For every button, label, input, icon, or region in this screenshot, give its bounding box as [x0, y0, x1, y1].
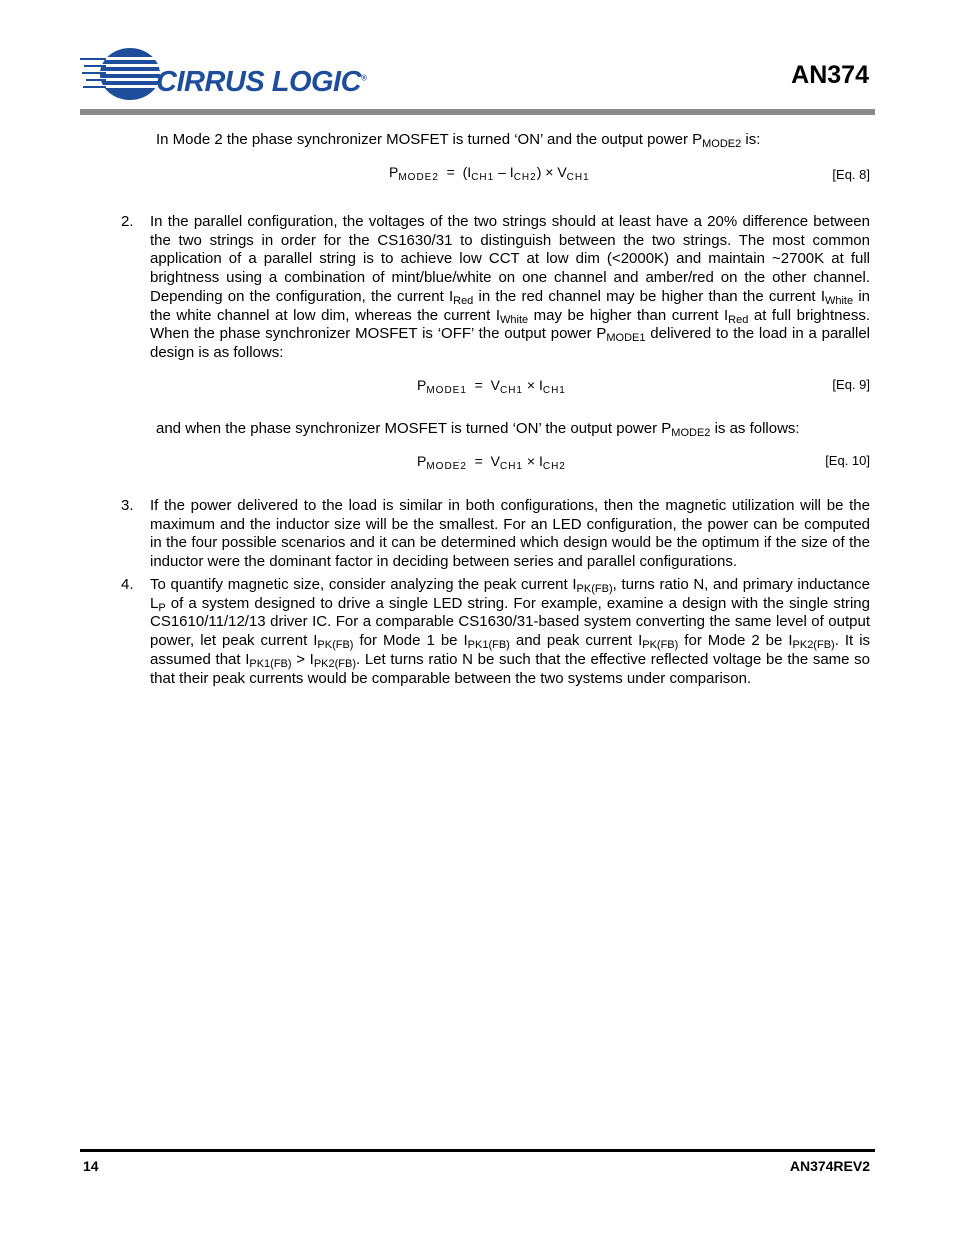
page-number: 14	[83, 1158, 99, 1174]
logo-swoosh-icon	[80, 46, 160, 102]
list-number-4: 4.	[121, 576, 134, 593]
page-header	[80, 40, 875, 115]
equation-10-label: [Eq. 10]	[825, 453, 870, 468]
revision-label: AN374REV2	[789, 1158, 870, 1174]
document-id: AN374	[791, 61, 869, 89]
cirrus-logic-logo	[80, 46, 367, 102]
equation-9-label: [Eq. 9]	[832, 377, 870, 392]
header-rule	[80, 109, 875, 115]
equation-8-label: [Eq. 8]	[832, 167, 870, 182]
equation-8: $P_{MODE2} = (I_{CH1} - I_{CH2}) \times V_{CH1}$	[389, 164, 590, 183]
list-item-3: If the power delivered to the load is similar in both configurations, then the magnetic utilization will be the maximum and the inductor size will be the smallest. For an LED configuration, the power can be computed in the four possible scenarios and it can be determined which design would be the optimum if the size of the inductor were the dominant factor in deciding between series and parallel configurations.	[150, 497, 870, 571]
mode2-intro-paragraph: In Mode 2 the phase synchronizer MOSFET is turned ‘ON’ and the output power $P_{MODE2}$ is:	[156, 131, 761, 150]
list-number-3: 3.	[121, 497, 134, 514]
list-item-4: To quantify magnetic size, consider analyzing the peak current $I_{PK(FB)}$, turns ratio N, and primary inductance $L_P$ of a system designed to drive a single LED string. For example, examine a design with the single string CS1610/11/12/13 driver IC. For a comparable CS1630/31-based system converting the same level of output power, let peak current $I_{PK(FB)}$ for Mode 1 be $I_{PK1(FB)}$ and peak current $I_{PK(FB)}$ for Mode 2 be $I_{PK2(FB)}$. It is assumed that $I_{PK1(FB)} > I_{PK2(FB)}$. Let turns ratio N be such that the effective reflected voltage be the same so that their peak currents would be comparable between the two systems under comparison.	[150, 576, 871, 687]
list-item-2: In the parallel configuration, the voltages of the two strings should at least have a 20% difference between the two strings in order for the CS1630/31 to distinguish between the two strings. The most common application of a parallel string is to achieve low CCT at low dim (<2000K) and maintain ~2700K at full brightness using a combination of mint/blue/white on one channel and amber/red on the other channel. Depending on the configuration, the current $I_{Red}$ in the red channel may be higher than the current $I_{White}$ in the white channel at low dim, whereas the current $I_{White}$ may be higher than current $I_{Red}$ at full brightness. When the phase synchronizer MOSFET is ‘OFF’ the output power $P_{MODE1}$ delivered to the load in a parallel design is as follows:	[150, 213, 870, 361]
list-number-2: 2.	[121, 213, 134, 230]
equation-10: $P_{MODE2} = V_{CH1} \times I_{CH2}$	[417, 453, 566, 472]
equation-9: $P_{MODE1} = V_{CH1} \times I_{CH1}$	[417, 377, 566, 396]
footer-rule	[80, 1149, 875, 1152]
logo-wordmark: CIRRUS LOGIC®	[156, 66, 367, 98]
mode2-parallel-paragraph: and when the phase synchronizer MOSFET is turned ‘ON’ the output power $P_{MODE2}$ is as follows:	[156, 420, 800, 439]
